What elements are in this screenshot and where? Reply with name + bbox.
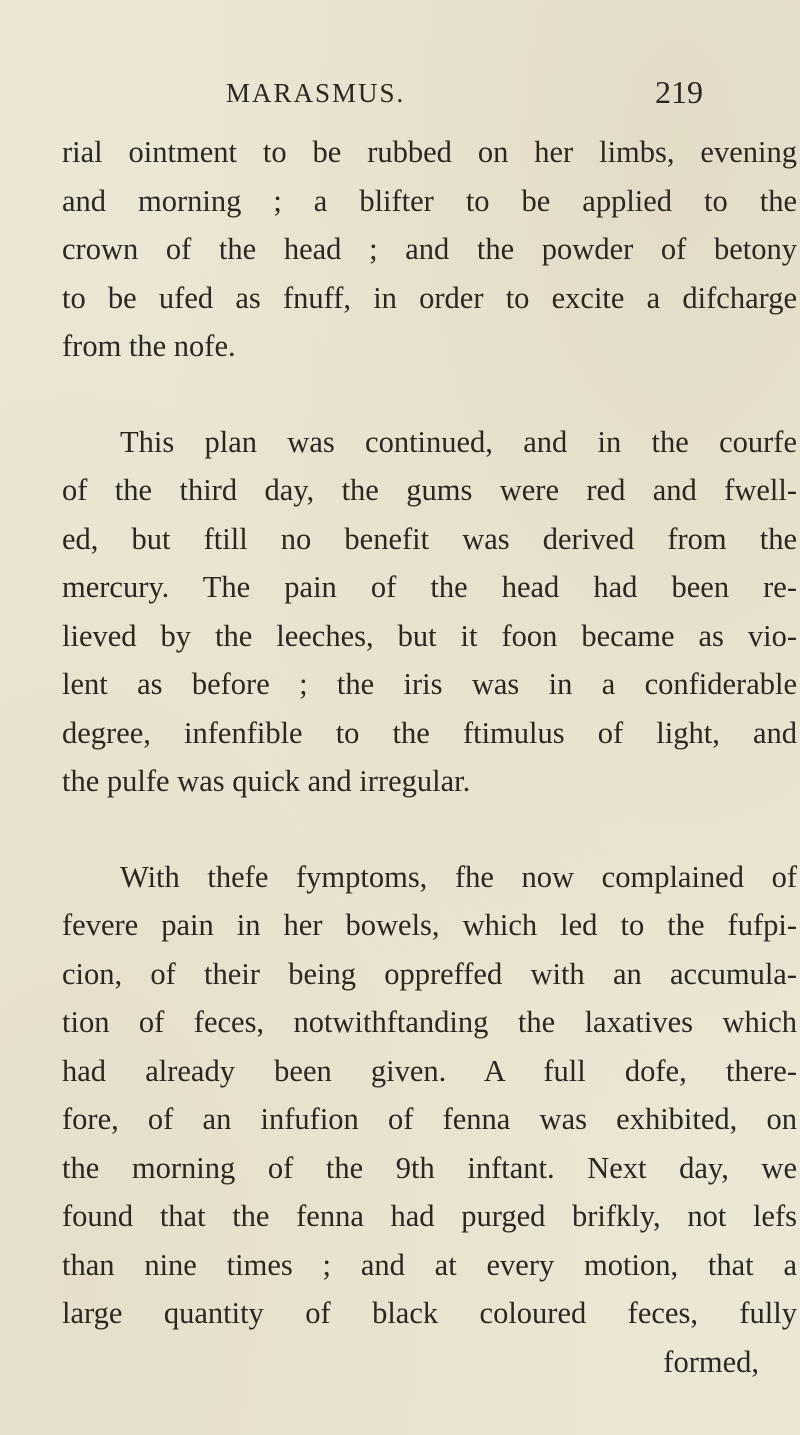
text-line: tion of feces, notwithftanding the laxatives which [62,1005,797,1039]
text-line: the pulfe was quick and irregular. [62,764,471,798]
text-line: large quantity of black coloured feces, fully [62,1296,797,1330]
text-line: cion, of their being oppreffed with an accumula- [62,956,797,991]
text-line: the morning of the 9th inftant. Next day, we [62,1150,797,1185]
text-line: to be ufed as fnuff, in order to excite a difcharge [62,280,797,315]
text-line: from the nofe. [62,329,236,363]
text-line: lieved by the leeches, but it foon became as vio- [62,618,797,653]
paragraph-1 [62,128,797,371]
text-line: than nine times ; and at every motion, that a [62,1247,797,1282]
text-line: and morning ; a blifter to be applied to the [62,183,797,218]
text-line: ed, but ftill no benefit was derived from the [62,521,797,556]
text-line: mercury. The pain of the head had been re- [62,570,797,604]
text-line: crown of the head ; and the powder of betony [62,232,797,266]
page-number: 219 [655,74,703,110]
text-line: lent as before ; the iris was in a confiderable [62,667,797,701]
body-text [62,128,797,1386]
paragraph-3 [62,853,797,1338]
text-line: had already been given. A full dofe, there- [62,1053,797,1088]
running-head [0,74,800,118]
running-title: MARASMUS. [226,78,406,108]
text-line: fore, of an infufion of fenna was exhibited, on [62,1102,797,1136]
paragraph-spacer [62,806,797,853]
text-line: This plan was continued, and in the courfe [120,424,797,459]
paragraph-spacer [62,371,797,418]
text-line: rial ointment to be rubbed on her limbs, evening [62,135,797,169]
text-line: fevere pain in her bowels, which led to the fufpi- [62,908,797,942]
paragraph-2 [62,418,797,806]
text-line: degree, infenfible to the ftimulus of light, and [62,715,797,750]
text-line: of the third day, the gums were red and fwell- [62,473,797,507]
catchword: formed, [663,1344,759,1379]
text-line: With thefe fymptoms, fhe now complained of [120,859,797,894]
text-line: found that the fenna had purged brifkly, not lefs [62,1199,797,1233]
